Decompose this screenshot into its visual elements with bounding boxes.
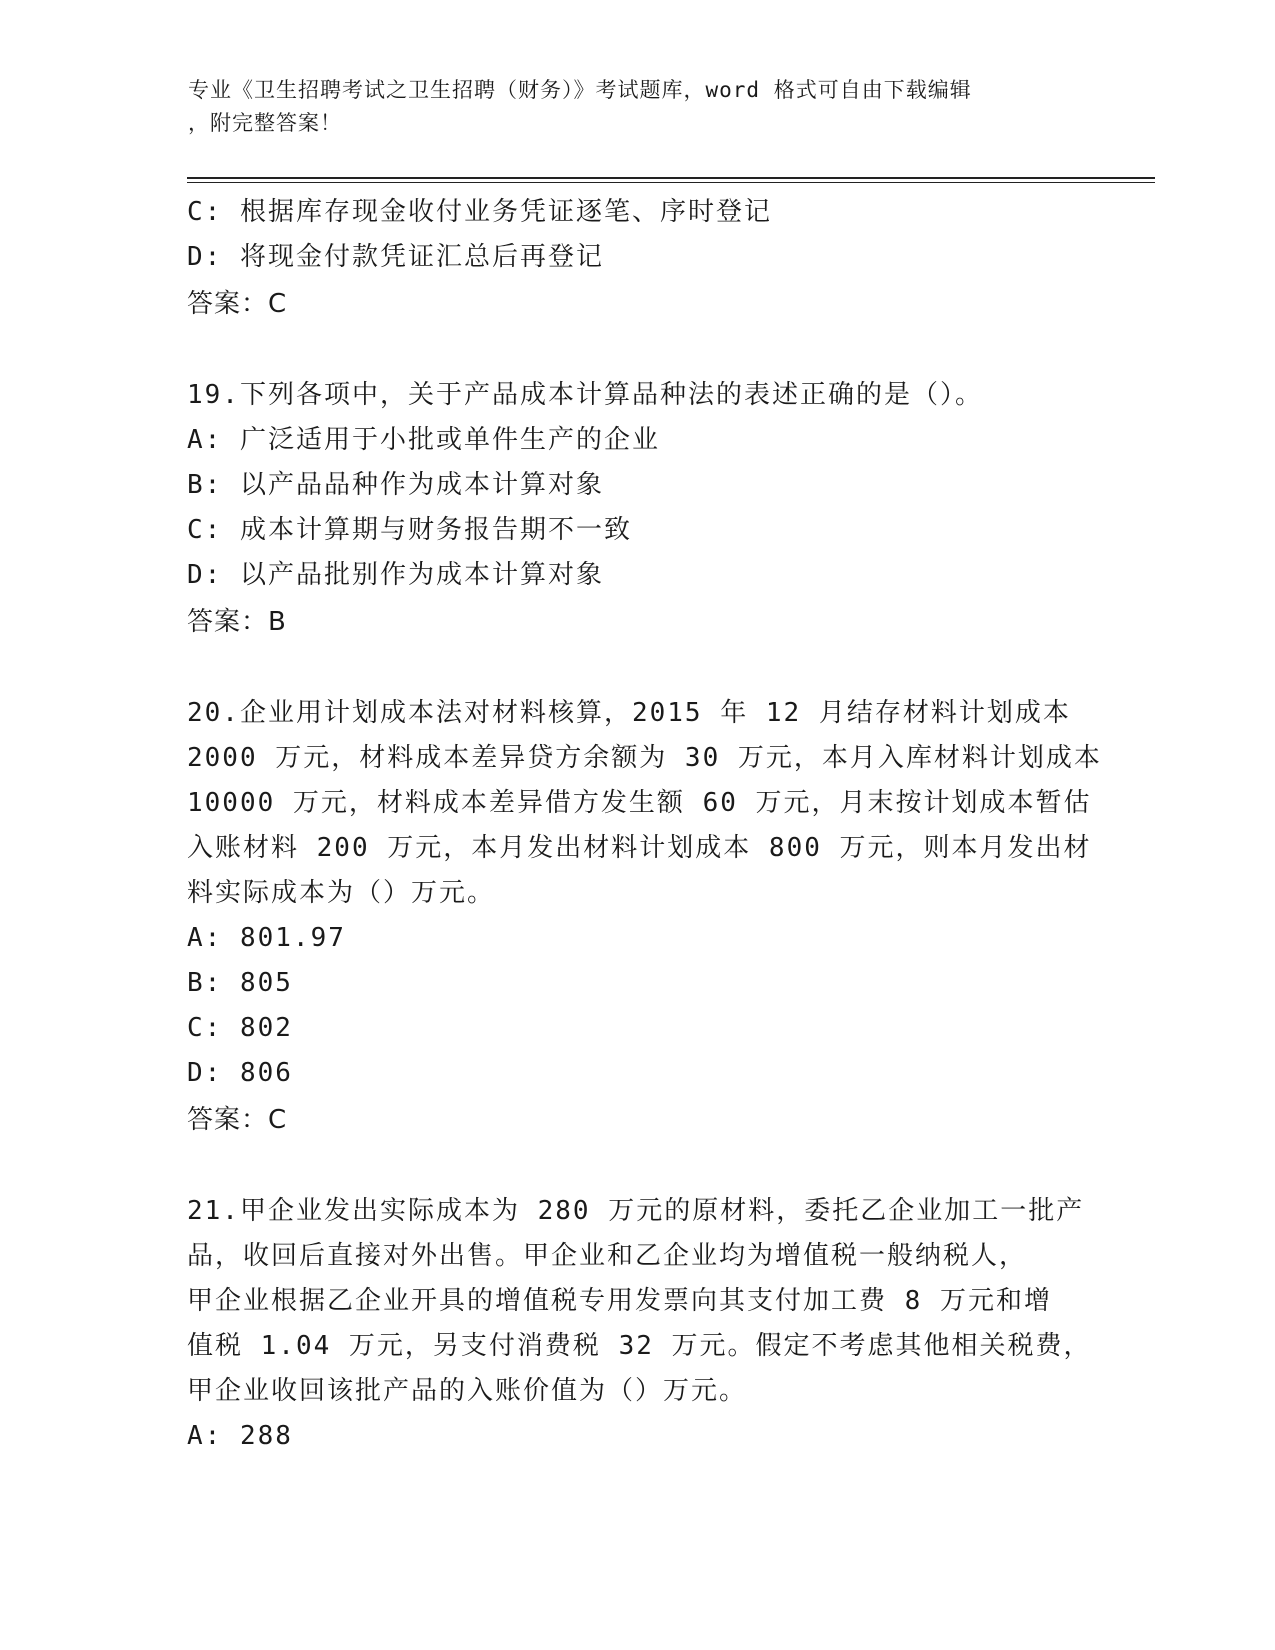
stem-line: 值税 1.04 万元，另支付消费税 32 万元。假定不考虑其他相关税费，	[187, 1331, 1092, 1361]
option-d: D: 以产品批别作为成本计算对象	[187, 560, 604, 590]
question-18	[187, 190, 1087, 327]
question-stem: 19.下列各项中，关于产品成本计算品种法的表述正确的是（）。	[187, 380, 983, 410]
question-21	[187, 1189, 1092, 1459]
option-c: C: 802	[187, 1013, 293, 1043]
option-b: B: 805	[187, 968, 293, 998]
option-b: B: 以产品品种作为成本计算对象	[187, 470, 604, 500]
spacer	[187, 327, 1087, 373]
stem-line: 甲企业收回该批产品的入账价值为（）万元。	[187, 1376, 748, 1406]
question-stem	[187, 1189, 1092, 1414]
stem-line: 入账材料 200 万元，本月发出材料计划成本 800 万元，则本月发出材	[187, 833, 1092, 863]
answer-line: 答案：C	[187, 1105, 288, 1135]
option-d: D: 将现金付款凭证汇总后再登记	[187, 242, 604, 272]
question-stem	[187, 691, 1102, 916]
stem-line: 10000 万元，材料成本差异借方发生额 60 万元，月末按计划成本暂估	[187, 788, 1092, 818]
option-a: A: 288	[187, 1421, 293, 1451]
question-content	[187, 190, 1102, 1459]
spacer	[187, 1143, 1087, 1189]
header-line-2: ，附完整答案！	[188, 111, 342, 135]
stem-line: 甲企业根据乙企业开具的增值税专用发票向其支付加工费 8 万元和增	[187, 1286, 1052, 1316]
option-a: A: 801.97	[187, 923, 346, 953]
stem-line: 品，收回后直接对外出售。甲企业和乙企业均为增值税一般纳税人，	[187, 1241, 1028, 1271]
header-divider-thin	[187, 182, 1155, 183]
spacer	[187, 645, 1087, 691]
option-d: D: 806	[187, 1058, 293, 1088]
option-c: C: 根据库存现金收付业务凭证逐笔、序时登记	[187, 197, 772, 227]
answer-line: 答案：B	[187, 607, 287, 637]
stem-line: 2000 万元，材料成本差异贷方余额为 30 万元，本月入库材料计划成本	[187, 743, 1102, 773]
question-20	[187, 691, 1102, 1143]
option-a: A: 广泛适用于小批或单件生产的企业	[187, 425, 660, 455]
header-line-1: 专业《卫生招聘考试之卫生招聘（财务）》考试题库，word 格式可自由下载编辑	[188, 78, 972, 102]
document-header	[188, 74, 1078, 140]
stem-line: 21.甲企业发出实际成本为 280 万元的原材料，委托乙企业加工一批产	[187, 1196, 1085, 1226]
stem-line: 料实际成本为（）万元。	[187, 878, 496, 908]
question-19	[187, 373, 1087, 645]
answer-line: 答案：C	[187, 289, 288, 319]
stem-line: 20.企业用计划成本法对材料核算，2015 年 12 月结存材料计划成本	[187, 698, 1071, 728]
header-divider-thick	[187, 177, 1155, 179]
option-c: C: 成本计算期与财务报告期不一致	[187, 515, 632, 545]
